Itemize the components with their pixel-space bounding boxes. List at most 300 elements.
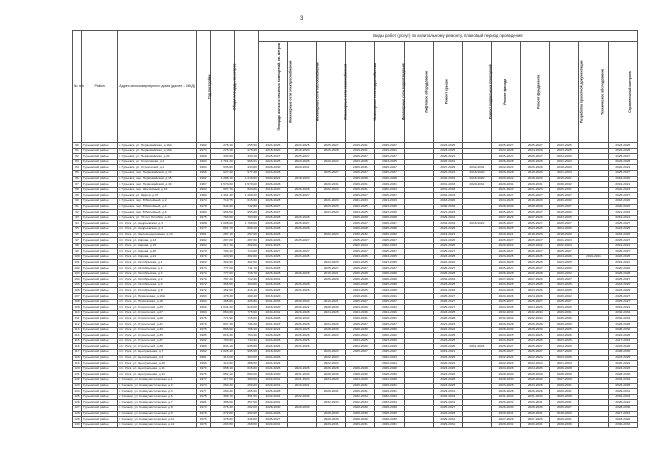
row-work-period: 2021-2023: [550, 238, 579, 244]
row-number: 94: [73, 221, 82, 227]
row-work-period: 2022-2024: [433, 260, 462, 266]
row-total-area: 366,50: [210, 282, 234, 288]
row-work-period: 2023-2025: [288, 338, 317, 344]
row-work-period: 2026-2028: [346, 282, 375, 288]
row-work-period: 2023-2025: [433, 310, 462, 316]
row-number: 124: [74, 388, 80, 393]
row-work-period: 2024-2026: [288, 366, 317, 372]
row-living-area: 775,90: [234, 310, 258, 316]
row-work-period: 2024-2026: [317, 377, 346, 383]
row-year: 1988: [196, 221, 210, 227]
row-address: г. Гурьевск, пер. Юбилейный, д.4: [118, 204, 196, 210]
row-work-period: 2023-2025: [433, 254, 462, 260]
row-work-period: 2023-2025: [492, 333, 521, 339]
row-work-period: 2026-2028: [288, 333, 317, 339]
header-work-cell: [375, 42, 407, 143]
row-work-period: 2023-2025: [433, 143, 462, 149]
row-work-period: 2022-2024: [492, 355, 521, 361]
row-total-area: 777,20: [210, 266, 234, 272]
row-work-period: 2025-2027: [375, 266, 404, 272]
row-work-period: 2018-2020: [462, 170, 491, 176]
row-work-period: 2025-2027: [492, 349, 521, 355]
row-total-area: 719,75: [210, 198, 234, 204]
row-year: 1975: [196, 215, 210, 221]
row-work-period: 2026-2028: [433, 271, 462, 277]
row-year: 1964: [196, 299, 210, 305]
row-work-period: 2018-2020: [258, 349, 287, 355]
row-work-period: 2023-2025: [550, 215, 579, 221]
row-address: пгт. Урск, ул. Строителей, д.33: [118, 327, 196, 333]
row-number: 119: [73, 361, 82, 367]
row-living-area: 711,70: [234, 266, 258, 272]
row-work-period: 2018-2020: [433, 198, 462, 204]
row-work-period: 2019-2021: [608, 260, 637, 266]
row-work-period: 2029-2031: [258, 400, 287, 406]
row-work-period: 2029-2031: [346, 383, 375, 389]
row-district: Гурьевский район: [82, 282, 118, 288]
row-total-area: 942,90: [210, 204, 234, 210]
row-total-area: 260,40: [210, 383, 234, 389]
row-address: пгт. Урск, ул. Кирова, д.24: [118, 254, 196, 260]
row-number: 117: [73, 349, 82, 355]
row-work-period: 2029-2031: [346, 165, 375, 171]
header-work-label: Ремонт фундамента: [536, 74, 541, 110]
row-work-period: 2023-2025: [258, 159, 287, 165]
row-work-period: 2018-2020: [550, 210, 579, 216]
row-work-period: 2018-2020: [288, 176, 317, 182]
row-number: 102: [74, 265, 80, 270]
row-work-period: 2029-2031: [346, 389, 375, 395]
row-work-period: 2026-2028: [492, 159, 521, 165]
row-living-area: 382,00: [234, 254, 258, 260]
row-number: 93: [73, 215, 82, 221]
row-work-period: 2025-2027: [608, 299, 637, 305]
row-work-period: 2032-2034: [492, 316, 521, 322]
row-work-period: 2028-2030: [288, 405, 317, 411]
row-year: 1964: [196, 165, 210, 171]
row-work-period: 2029-2031: [492, 422, 521, 428]
row-work-period: 2025-2027: [550, 299, 579, 305]
row-work-period: 2023-2025: [433, 372, 462, 378]
row-work-period: 2022-2024: [550, 243, 579, 249]
row-work-period: 2023-2025: [317, 260, 346, 266]
row-work-period: 2023-2025: [346, 338, 375, 344]
row-district: Гурьевский район: [82, 294, 118, 300]
row-work-period: 2023-2025: [375, 204, 404, 210]
row-work-period: 2026-2028: [346, 215, 375, 221]
row-address: г. Салаир, ул. Коммунистическая, д.2: [118, 383, 196, 389]
row-work-period: 2031-2033: [492, 394, 521, 400]
row-work-period: 2022-2024: [375, 355, 404, 361]
row-work-period: 2029-2031: [317, 389, 346, 395]
row-work-period: 2023-2025: [521, 260, 550, 266]
row-address: г. Гурьевск, пер. Юбилейный, д.6: [118, 210, 196, 216]
row-work-period: 2029-2031: [550, 383, 579, 389]
row-work-period: 2023-2025: [492, 282, 521, 288]
row-district: Гурьевский район: [82, 327, 118, 333]
row-work-period: 2029-2031: [521, 422, 550, 428]
row-living-area: 416,10: [234, 288, 258, 294]
row-work-period: 2023-2025: [346, 288, 375, 294]
row-work-period: 2025-2027: [521, 143, 550, 149]
row-work-period: 2029-2031: [288, 165, 317, 171]
row-work-period: 2025-2027: [346, 170, 375, 176]
row-work-period: 2018-2020: [258, 305, 287, 311]
row-district: Гурьевский район: [82, 305, 118, 311]
row-work-period: 2024-2026: [346, 344, 375, 350]
row-living-area: 302,50: [234, 260, 258, 266]
row-work-period: 2028-2030: [375, 405, 404, 411]
row-work-period: 2022-2024: [258, 327, 287, 333]
header-work-label: Инженерные сети водоотведения: [402, 63, 407, 121]
row-work-period: 2026-2028: [346, 271, 375, 277]
row-living-area: 257,60: [234, 232, 258, 238]
row-address: г. Салаир, ул. Коммунистическая, д.7: [118, 400, 196, 406]
row-number: 104: [74, 276, 80, 281]
row-work-period: 2026-2028: [258, 232, 287, 238]
row-work-period: 2023-2025: [433, 366, 462, 372]
row-work-period: 2028-2030: [375, 411, 404, 417]
row-address: г. Салаир, ул. Коммунистическая, д.1: [118, 377, 196, 383]
header-work-label: Инженерные сети водоснабжения: [373, 63, 378, 121]
row-work-period: 2024-2026: [288, 344, 317, 350]
row-work-period: 2020-2022: [317, 232, 346, 238]
row-district: Гурьевский район: [82, 372, 118, 378]
header-address: Адрес многоквартирного дома (далее – МКД): [118, 31, 196, 143]
row-work-period: 2023-2025: [492, 254, 521, 260]
row-year: 1964: [196, 187, 210, 193]
row-work-period: 2023-2025: [433, 282, 462, 288]
row-year: 1976: [196, 417, 210, 423]
row-number: 126: [74, 399, 80, 404]
row-work-period: 2028-2030: [375, 417, 404, 423]
row-address: г. Гурьевск, пер. Шоссейный, д.10: [118, 187, 196, 193]
row-district: Гурьевский район: [82, 226, 118, 232]
row-work-period: 2019-2021: [288, 383, 317, 389]
row-address: г. Гурьевск, пер. Первомайский, д.15: [118, 176, 196, 182]
row-district: Гурьевский район: [82, 232, 118, 238]
row-work-period: 2021-2023: [317, 333, 346, 339]
row-district: Гурьевский район: [82, 310, 118, 316]
row-work-period: 2023-2025: [492, 226, 521, 232]
row-work-period: 2018-2020: [608, 417, 637, 423]
row-work-period: 2025-2027: [521, 221, 550, 227]
row-work-period: 2023-2025: [258, 338, 287, 344]
row-work-period: 2018-2020: [258, 148, 287, 154]
row-district: Гурьевский район: [82, 355, 118, 361]
row-work-period: 2024-2026: [258, 366, 287, 372]
row-work-period: 2020-2022: [608, 266, 637, 272]
row-number: 108: [74, 299, 80, 304]
row-work-period: 2025-2027: [375, 170, 404, 176]
row-work-period: 2023-2025: [433, 148, 462, 154]
row-total-area: 777,00: [210, 271, 234, 277]
row-work-period: 2032-2034: [258, 394, 287, 400]
row-address: пгт. Урск, ул. Строителей, д.37: [118, 338, 196, 344]
row-living-area: 615,60: [234, 198, 258, 204]
row-work-period: 2032-2034: [608, 394, 637, 400]
row-work-period: 2026-2028: [346, 277, 375, 283]
row-work-period: 2023-2025: [608, 355, 637, 361]
row-address: г. Гурьевск, ул. Первомайская, д.22: [118, 154, 196, 160]
row-work-period: 2020-2022: [550, 294, 579, 300]
row-living-area: 303,10: [234, 154, 258, 160]
row-work-period: 2024-2026: [317, 322, 346, 328]
row-work-period: 2025-2027: [521, 193, 550, 199]
row-work-period: 2025-2027: [521, 349, 550, 355]
row-work-period: 2025-2027: [346, 193, 375, 199]
row-address: пгт. Урск, ул. Октябрьская, д.2: [118, 266, 196, 272]
row-work-period: 2026-2028: [288, 215, 317, 221]
row-work-period: 2028-2030: [521, 377, 550, 383]
row-work-period: 2025-2027: [492, 299, 521, 305]
row-number: 96: [73, 232, 82, 238]
row-work-period: 2032-2034: [608, 310, 637, 316]
row-work-period: 2021-2023: [608, 210, 637, 216]
row-work-period: 2023-2025: [550, 148, 579, 154]
row-total-area: 317,10: [210, 243, 234, 249]
row-work-period: 2023-2025: [550, 260, 579, 266]
row-work-period: 2019-2021: [608, 305, 637, 311]
row-work-period: 2025-2027: [492, 193, 521, 199]
row-work-period: 2026-2028: [258, 182, 287, 188]
row-address: г. Салаир, ул. Коммунистическая, д.9: [118, 411, 196, 417]
row-address: пгт. Урск, ул. Центральная, д.7: [118, 349, 196, 355]
row-work-period: 2028-2030: [346, 411, 375, 417]
row-address: пгт. Урск, ул. Строителей, д.35: [118, 333, 196, 339]
row-address: пгт. Урск, ул. Октябрьская, д.4: [118, 277, 196, 283]
row-number: 107: [74, 293, 80, 298]
row-year: 1964: [196, 310, 210, 316]
row-work-period: 2023-2025: [492, 338, 521, 344]
row-work-period: 2028-2030: [258, 372, 287, 378]
row-total-area: 275,49: [210, 148, 234, 154]
row-address: пгт. Урск, ул. Октябрьская, д.6: [118, 282, 196, 288]
row-living-area: 1 409,20: [234, 193, 258, 199]
row-living-area: 718,70: [234, 271, 258, 277]
row-address: г. Гурьевск, ул. Щорса, д.47: [118, 193, 196, 199]
row-work-period: 2025-2027: [346, 266, 375, 272]
row-year: 1974: [196, 405, 210, 411]
row-district: Гурьевский район: [82, 159, 118, 165]
row-district: Гурьевский район: [82, 238, 118, 244]
row-number: 100: [74, 254, 80, 259]
row-work-period: 2018-2020: [608, 176, 637, 182]
row-work-period: 2023-2025: [375, 288, 404, 294]
row-work-period: 2029-2031: [346, 187, 375, 193]
row-work-period: 2025-2027: [375, 154, 404, 160]
row-work-period: 2023-2025: [521, 383, 550, 389]
row-work-period: 2031-2033: [258, 299, 287, 305]
row-work-period: 2028-2030: [521, 405, 550, 411]
row-year: 1994: [196, 159, 210, 165]
row-number: 80: [73, 143, 82, 149]
row-work-period: 2028-2030: [521, 372, 550, 378]
row-work-period: 2029-2031: [492, 182, 521, 188]
row-work-period: 2024-2026: [521, 305, 550, 311]
row-work-period: 2017-2019: [608, 338, 637, 344]
row-district: Гурьевский район: [82, 316, 118, 322]
row-work-period: 2018-2020: [521, 170, 550, 176]
row-address: г. Салаир, ул. Коммунистическая, д.3: [118, 389, 196, 395]
row-living-area: 357,50: [234, 400, 258, 406]
header-year-cell: [196, 31, 210, 143]
row-work-period: 2026-2028: [433, 377, 462, 383]
row-work-period: 2028-2030: [375, 327, 404, 333]
row-work-period: 2025-2027: [375, 193, 404, 199]
header-work-label: Ремонт крыши: [444, 79, 449, 105]
row-work-period: 2025-2027: [346, 322, 375, 328]
row-total-area: 293,50: [210, 422, 234, 428]
row-district: Гурьевский район: [82, 344, 118, 350]
row-work-period: 2022-2024: [521, 361, 550, 367]
row-work-period: 2029-2031: [317, 422, 346, 428]
row-work-period: 2023-2025: [550, 338, 579, 344]
row-address: пгт. Урск, ул. Приисковая, д.16А: [118, 294, 196, 300]
row-address: г. Салаир, ул. Коммунистическая, д.5: [118, 394, 196, 400]
row-year: 1960: [196, 154, 210, 160]
row-work-period: 2023-2025: [288, 159, 317, 165]
row-total-area: 793,00: [210, 338, 234, 344]
row-total-area: 860,80: [210, 310, 234, 316]
row-work-period: 2021-2023: [492, 187, 521, 193]
row-work-period: 2026-2028: [550, 316, 579, 322]
row-number: 97: [73, 238, 82, 244]
row-work-period: 2023-2025: [258, 288, 287, 294]
row-work-period: 2029-2031: [521, 182, 550, 188]
row-work-period: 2026-2028: [258, 316, 287, 322]
row-work-period: 2026-2028: [346, 176, 375, 182]
row-district: Гурьевский район: [82, 221, 118, 227]
header-work-label: Лифтовое оборудование: [423, 70, 428, 114]
row-living-area: 796,40: [234, 327, 258, 333]
row-living-area: 287,60: [234, 238, 258, 244]
row-year: 1973: [196, 266, 210, 272]
row-work-period: 2024-2026: [492, 198, 521, 204]
row-year: 1976: [196, 316, 210, 322]
row-work-period: 2024-2026: [346, 377, 375, 383]
row-work-period: 2026-2028: [317, 366, 346, 372]
row-work-period: 2025-2027: [608, 238, 637, 244]
row-work-period: 2019-2021: [317, 299, 346, 305]
row-work-period: 2026-2028: [375, 277, 404, 283]
header-year: Год постройки: [207, 74, 212, 99]
row-work-period: 2028-2030: [492, 377, 521, 383]
row-year: 1974: [196, 148, 210, 154]
row-work-period: 2028-2030: [492, 372, 521, 378]
row-number: 109: [74, 304, 80, 309]
row-total-area: 405,80: [210, 299, 234, 305]
row-work-period: 2029-2031: [433, 417, 462, 423]
row-work-period: 2025-2027: [608, 294, 637, 300]
row-year: 1973: [196, 366, 210, 372]
row-work-period: 2026-2028: [258, 198, 287, 204]
row-work-period: 2023-2025: [346, 210, 375, 216]
row-work-period: 2029-2031: [462, 182, 491, 188]
row-address: г. Гурьевск, ул. Первомайская, д.18А: [118, 148, 196, 154]
row-district: Гурьевский район: [82, 198, 118, 204]
row-work-period: 2025-2027: [346, 299, 375, 305]
row-address: пгт. Урск, ул. Октябрьская, д.3: [118, 271, 196, 277]
row-work-period: 2023-2025: [375, 159, 404, 165]
row-work-period: 2020-2022: [258, 176, 287, 182]
row-work-period: 2024-2026: [346, 310, 375, 316]
row-total-area: 658,10: [210, 366, 234, 372]
row-work-period: 2028-2030: [346, 327, 375, 333]
row-year: 1962: [196, 238, 210, 244]
row-work-period: 2030-2032: [258, 310, 287, 316]
row-work-period: 2022-2024: [608, 187, 637, 193]
row-work-period: 2028-2030: [608, 349, 637, 355]
row-number: 88: [73, 187, 82, 193]
row-number: 86: [73, 176, 82, 182]
row-work-period: 2023-2025: [521, 254, 550, 260]
row-work-period: 2032-2034: [346, 394, 375, 400]
row-work-period: 2020-2022: [375, 333, 404, 339]
row-work-period: 2022-2024: [608, 165, 637, 171]
row-total-area: 834,10: [210, 344, 234, 350]
row-year: 1961: [196, 232, 210, 238]
row-work-period: 2021-2023: [317, 198, 346, 204]
row-total-area: 1 025,40: [210, 349, 234, 355]
row-work-period: 2026-2028: [258, 226, 287, 232]
row-work-period: 2019-2021: [346, 294, 375, 300]
row-work-period: 2029-2031: [317, 182, 346, 188]
row-number: 112: [73, 322, 82, 328]
row-work-period: 2021-2023: [375, 198, 404, 204]
row-total-area: 420,90: [210, 254, 234, 260]
row-work-period: 2025-2027: [375, 165, 404, 171]
row-district: Гурьевский район: [82, 243, 118, 249]
row-work-period: 2025-2027: [375, 143, 404, 149]
row-work-period: 2025-2027: [433, 266, 462, 272]
header-work-group: Виды работ (услуг) по капитальному ремонту, плановый период проведения: [258, 31, 637, 42]
row-year: 1970: [196, 254, 210, 260]
row-district: Гурьевский район: [82, 143, 118, 149]
row-work-period: 2023-2025: [288, 327, 317, 333]
row-work-period: 2018-2020: [521, 176, 550, 182]
row-work-period: 2024-2026: [492, 305, 521, 311]
row-work-period: 2027-2029: [521, 277, 550, 283]
row-work-period: 2018-2020: [462, 176, 491, 182]
row-work-period: 2021-2023: [288, 377, 317, 383]
row-work-period: 2023-2025: [346, 254, 375, 260]
row-work-period: 2030-2032: [608, 422, 637, 428]
row-number: 120: [74, 366, 80, 371]
row-total-area: 302,50: [210, 260, 234, 266]
row-total-area: 816,30: [210, 333, 234, 339]
row-district: Гурьевский район: [82, 299, 118, 305]
row-work-period: 2032-2034: [375, 305, 404, 311]
row-work-period: 2029-2031: [492, 400, 521, 406]
row-work-period: 2023-2025: [550, 143, 579, 149]
row-district: Гурьевский район: [82, 389, 118, 395]
row-work-period: 2026-2028: [317, 148, 346, 154]
row-work-period: 2025-2027: [492, 344, 521, 350]
row-living-area: 302,00: [234, 243, 258, 249]
row-district: Гурьевский район: [82, 422, 118, 428]
row-address: пгт. Урск, ул. Строителей, д.39: [118, 344, 196, 350]
row-year: 1981: [196, 400, 210, 406]
row-living-area: 265,00: [234, 389, 258, 395]
row-work-period: 2024-2026: [433, 238, 462, 244]
row-district: Гурьевский район: [82, 400, 118, 406]
row-work-period: 2025-2027: [492, 143, 521, 149]
row-work-period: 2024-2026: [258, 361, 287, 367]
row-district: Гурьевский район: [82, 333, 118, 339]
row-work-period: 2022-2024: [317, 355, 346, 361]
row-work-period: 2029-2031: [433, 400, 462, 406]
